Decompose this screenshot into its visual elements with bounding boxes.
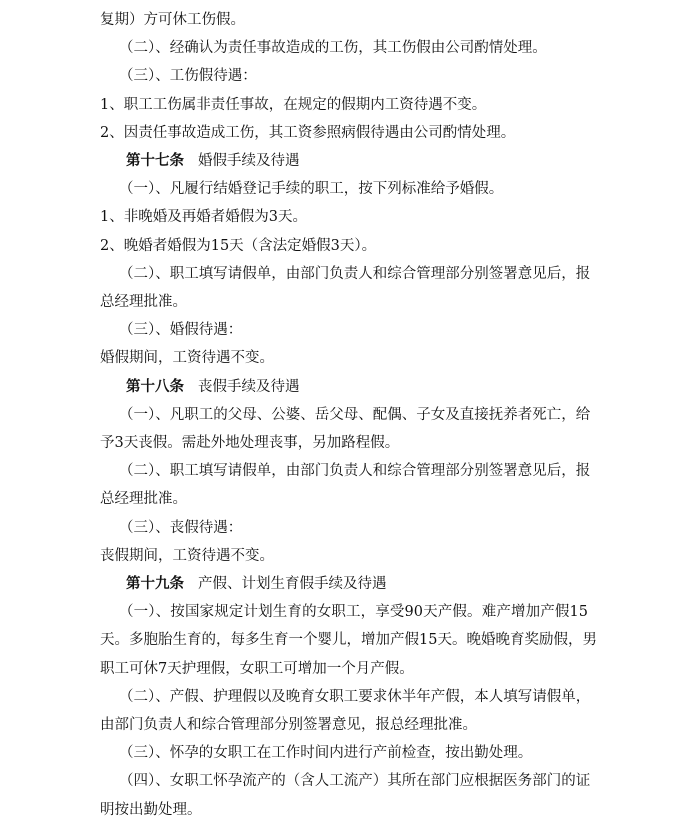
line-text: 1、非晚婚及再婚者婚假为3天。 bbox=[100, 209, 307, 226]
line-text: （二）、职工填写请假单，由部门负责人和综合管理部分别签署意见后，报 bbox=[119, 265, 591, 282]
article-heading-line bbox=[0, 147, 700, 175]
text-line bbox=[0, 62, 700, 90]
text-line bbox=[0, 683, 700, 711]
line-text: 职工可休7天护理假，女职工可增加一个月产假。 bbox=[100, 660, 414, 677]
line-text: 予3天丧假。需赴外地处理丧事，另加路程假。 bbox=[100, 435, 400, 451]
text-line bbox=[0, 344, 700, 372]
line-text: 丧假期间，工资待遇不变。 bbox=[100, 547, 274, 564]
line-text: 1、职工工伤属非责任事故，在规定的假期内工资待遇不变。 bbox=[100, 96, 487, 113]
text-line bbox=[0, 91, 700, 119]
line-text: （二）、职工填写请假单，由部门负责人和综合管理部分别签署意见后，报 bbox=[119, 463, 591, 480]
line-text: （三）、婚假待遇： bbox=[119, 322, 243, 339]
line-text: （一）、凡职工的父母、公婆、岳父母、配偶、子女及直接抚养者死亡，给 bbox=[119, 406, 591, 423]
text-line bbox=[0, 655, 700, 683]
line-text: （二）、经确认为责任事故造成的工伤，其工伤假由公司酌情处理。 bbox=[119, 40, 547, 57]
line-text: （三）、丧假待遇： bbox=[119, 519, 243, 536]
text-line bbox=[0, 767, 700, 795]
line-text: 总经理批准。 bbox=[100, 294, 187, 310]
text-line bbox=[0, 260, 700, 288]
article-heading-line bbox=[0, 570, 700, 598]
text-line bbox=[0, 457, 700, 485]
text-line bbox=[0, 203, 700, 231]
text-line bbox=[0, 598, 700, 626]
article-number: 第十七条 bbox=[126, 152, 184, 169]
text-line bbox=[0, 514, 700, 542]
line-text: （四）、女职工怀孕流产的（含人工流产）其所在部门应根据医务部门的证 bbox=[119, 773, 591, 790]
line-text: 婚假期间，工资待遇不变。 bbox=[100, 350, 274, 367]
text-line bbox=[0, 711, 700, 739]
article-title: 丧假手续及待遇 bbox=[198, 378, 300, 395]
text-line bbox=[0, 796, 700, 824]
line-text: （三）、工伤假待遇： bbox=[119, 68, 257, 85]
article-number: 第十九条 bbox=[126, 575, 184, 592]
text-line bbox=[0, 316, 700, 344]
text-line bbox=[0, 34, 700, 62]
text-line bbox=[0, 119, 700, 147]
text-line bbox=[0, 626, 700, 654]
text-line bbox=[0, 175, 700, 203]
text-line bbox=[0, 429, 700, 457]
text-line bbox=[0, 401, 700, 429]
line-text: 明按出勤处理。 bbox=[100, 801, 202, 818]
line-text: 天。多胞胎生育的，每多生育一个婴儿，增加产假15天。晚婚晚育奖励假，男 bbox=[100, 632, 597, 649]
text-line bbox=[0, 232, 700, 260]
line-text: 由部门负责人和综合管理部分别签署意见，报总经理批准。 bbox=[100, 717, 477, 733]
line-text: （三）、怀孕的女职工在工作时间内进行产前检查，按出勤处理。 bbox=[119, 745, 533, 762]
line-text: 复期）方可休工伤假。 bbox=[100, 12, 245, 28]
text-line bbox=[0, 542, 700, 570]
line-text: 2、晚婚者婚假为15天（含法定婚假3天）。 bbox=[100, 237, 377, 254]
text-line bbox=[0, 6, 700, 34]
text-line bbox=[0, 739, 700, 767]
article-title: 婚假手续及待遇 bbox=[198, 153, 300, 169]
article-heading-line bbox=[0, 373, 700, 401]
line-text: （一）、凡履行结婚登记手续的职工，按下列标准给予婚假。 bbox=[119, 181, 504, 198]
line-text: 总经理批准。 bbox=[100, 491, 187, 508]
text-line bbox=[0, 485, 700, 513]
text-line bbox=[0, 288, 700, 316]
article-title: 产假、计划生育假手续及待遇 bbox=[198, 576, 387, 592]
article-number: 第十八条 bbox=[126, 377, 184, 395]
line-text: （一）、按国家规定计划生育的女职工，享受90天产假。难产增加产假15 bbox=[119, 604, 588, 621]
line-text: （二）、产假、护理假以及晚育女职工要求休半年产假，本人填写请假单， bbox=[119, 688, 591, 705]
line-text: 2、因责任事故造成工伤，其工资参照病假待遇由公司酌情处理。 bbox=[100, 124, 516, 141]
